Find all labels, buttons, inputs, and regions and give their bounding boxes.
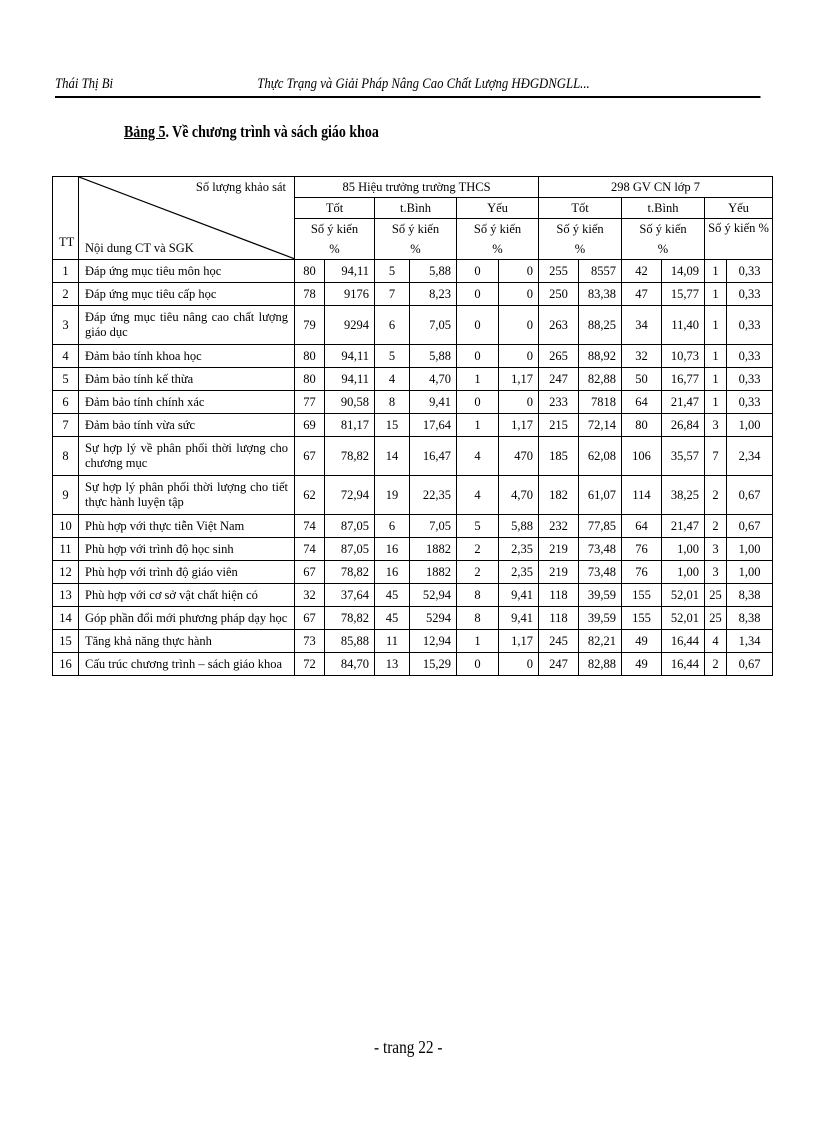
cell-count: 42 — [622, 260, 662, 283]
cell-count: 106 — [622, 437, 662, 476]
cell-percent: 77,85 — [579, 515, 622, 538]
cell-percent: 21,47 — [662, 391, 705, 414]
row-number: 16 — [53, 653, 79, 676]
cell-count: 114 — [622, 476, 662, 515]
sub-header-percent: % — [375, 239, 457, 260]
level-weak-teachers: Yếu — [705, 198, 773, 219]
cell-count: 72 — [295, 653, 325, 676]
cell-percent: 1882 — [410, 538, 457, 561]
cell-count: 50 — [622, 368, 662, 391]
cell-count: 80 — [295, 368, 325, 391]
cell-percent: 72,94 — [325, 476, 375, 515]
cell-count: 1 — [457, 414, 499, 437]
cell-percent: 1,00 — [727, 538, 773, 561]
cell-percent: 52,01 — [662, 584, 705, 607]
level-good-teachers: Tốt — [539, 198, 622, 219]
cell-percent: 0 — [499, 283, 539, 306]
cell-count: 4 — [705, 630, 727, 653]
cell-count: 80 — [622, 414, 662, 437]
cell-percent: 0,33 — [727, 368, 773, 391]
content-label: Nội dung CT và SGK — [85, 241, 194, 255]
cell-percent: 9294 — [325, 306, 375, 345]
cell-percent: 8,23 — [410, 283, 457, 306]
table-row — [53, 414, 773, 437]
sub-header-opinions-percent: Số ý kiến % — [705, 219, 773, 260]
cell-count: 6 — [375, 515, 410, 538]
cell-count: 4 — [375, 368, 410, 391]
row-content: Sự hợp lý phân phối thời lượng cho tiết thực hành luyện tập — [79, 476, 295, 515]
row-content: Tăng khả năng thực hành — [79, 630, 295, 653]
cell-percent: 5294 — [410, 607, 457, 630]
row-content: Đảm bảo tính chính xác — [79, 391, 295, 414]
cell-percent: 72,14 — [579, 414, 622, 437]
cell-count: 62 — [295, 476, 325, 515]
level-average-teachers: t.Bình — [622, 198, 705, 219]
cell-percent: 0 — [499, 260, 539, 283]
row-number: 12 — [53, 561, 79, 584]
cell-percent: 4,70 — [499, 476, 539, 515]
cell-count: 118 — [539, 607, 579, 630]
cell-percent: 1,17 — [499, 630, 539, 653]
cell-count: 5 — [375, 345, 410, 368]
cell-count: 34 — [622, 306, 662, 345]
cell-count: 8 — [375, 391, 410, 414]
row-number: 8 — [53, 437, 79, 476]
cell-percent: 0,67 — [727, 476, 773, 515]
cell-count: 67 — [295, 437, 325, 476]
table-row — [53, 437, 773, 476]
row-content: Đáp ứng mục tiêu cấp học — [79, 283, 295, 306]
row-content: Góp phần đổi mới phương pháp dạy học — [79, 607, 295, 630]
cell-percent: 15,77 — [662, 283, 705, 306]
row-number: 4 — [53, 345, 79, 368]
cell-count: 265 — [539, 345, 579, 368]
cell-percent: 16,44 — [662, 653, 705, 676]
cell-count: 69 — [295, 414, 325, 437]
cell-count: 247 — [539, 368, 579, 391]
cell-percent: 37,64 — [325, 584, 375, 607]
cell-count: 64 — [622, 391, 662, 414]
cell-count: 3 — [705, 561, 727, 584]
cell-percent: 0 — [499, 653, 539, 676]
level-average-principals: t.Bình — [375, 198, 457, 219]
cell-count: 45 — [375, 607, 410, 630]
cell-percent: 11,40 — [662, 306, 705, 345]
cell-count: 233 — [539, 391, 579, 414]
cell-count: 155 — [622, 584, 662, 607]
cell-count: 0 — [457, 283, 499, 306]
sub-header-opinions: Số ý kiến — [622, 219, 705, 240]
cell-percent: 14,09 — [662, 260, 705, 283]
cell-percent: 16,47 — [410, 437, 457, 476]
cell-count: 64 — [622, 515, 662, 538]
cell-percent: 1,17 — [499, 414, 539, 437]
cell-percent: 0 — [499, 306, 539, 345]
row-content: Phù hợp với trình độ học sinh — [79, 538, 295, 561]
cell-percent: 5,88 — [499, 515, 539, 538]
cell-count: 1 — [705, 368, 727, 391]
cell-percent: 0,33 — [727, 260, 773, 283]
row-content: Đáp ứng mục tiêu môn học — [79, 260, 295, 283]
table-row — [53, 306, 773, 345]
cell-percent: 39,59 — [579, 584, 622, 607]
cell-percent: 82,21 — [579, 630, 622, 653]
table-row — [53, 345, 773, 368]
cell-count: 3 — [705, 538, 727, 561]
cell-count: 7 — [705, 437, 727, 476]
cell-count: 74 — [295, 515, 325, 538]
cell-count: 80 — [295, 260, 325, 283]
cell-percent: 1,00 — [727, 561, 773, 584]
cell-percent: 9,41 — [499, 584, 539, 607]
cell-count: 78 — [295, 283, 325, 306]
table-title — [124, 122, 379, 142]
cell-count: 25 — [705, 584, 727, 607]
cell-count: 245 — [539, 630, 579, 653]
cell-percent: 87,05 — [325, 515, 375, 538]
cell-count: 250 — [539, 283, 579, 306]
cell-count: 1 — [705, 283, 727, 306]
cell-percent: 21,47 — [662, 515, 705, 538]
cell-percent: 82,88 — [579, 653, 622, 676]
table-row — [53, 538, 773, 561]
cell-count: 0 — [457, 391, 499, 414]
cell-count: 5 — [457, 515, 499, 538]
cell-percent: 12,94 — [410, 630, 457, 653]
cell-percent: 10,73 — [662, 345, 705, 368]
cell-count: 1 — [705, 260, 727, 283]
tt-header — [53, 177, 79, 260]
row-content: Cấu trúc chương trình – sách giáo khoa — [79, 653, 295, 676]
table-row — [53, 260, 773, 283]
row-number: 3 — [53, 306, 79, 345]
cell-percent: 88,25 — [579, 306, 622, 345]
cell-count: 219 — [539, 561, 579, 584]
cell-count: 8 — [457, 607, 499, 630]
cell-percent: 8557 — [579, 260, 622, 283]
cell-count: 11 — [375, 630, 410, 653]
cell-count: 182 — [539, 476, 579, 515]
row-content: Phù hợp với thực tiễn Việt Nam — [79, 515, 295, 538]
cell-percent: 94,11 — [325, 260, 375, 283]
survey-table — [52, 176, 773, 676]
cell-count: 73 — [295, 630, 325, 653]
sub-header-percent: % — [622, 239, 705, 260]
level-good-principals: Tốt — [295, 198, 375, 219]
cell-count: 67 — [295, 561, 325, 584]
cell-count: 80 — [295, 345, 325, 368]
cell-percent: 78,82 — [325, 607, 375, 630]
cell-count: 76 — [622, 561, 662, 584]
row-content: Đảm bảo tính khoa học — [79, 345, 295, 368]
cell-count: 74 — [295, 538, 325, 561]
cell-count: 13 — [375, 653, 410, 676]
cell-count: 0 — [457, 306, 499, 345]
row-content: Đáp ứng mục tiêu nâng cao chất lượng giáo dục — [79, 306, 295, 345]
cell-count: 4 — [457, 437, 499, 476]
sub-header-percent: % — [457, 239, 539, 260]
cell-count: 77 — [295, 391, 325, 414]
cell-percent: 15,29 — [410, 653, 457, 676]
table-number: Bảng 5 — [124, 122, 166, 141]
cell-count: 155 — [622, 607, 662, 630]
cell-percent: 0 — [499, 391, 539, 414]
cell-count: 2 — [705, 476, 727, 515]
cell-count: 219 — [539, 538, 579, 561]
cell-count: 16 — [375, 561, 410, 584]
diagonal-header-cell — [79, 177, 295, 260]
row-number: 2 — [53, 283, 79, 306]
cell-percent: 1,00 — [662, 538, 705, 561]
cell-percent: 2,34 — [727, 437, 773, 476]
cell-percent: 1,00 — [662, 561, 705, 584]
sub-header-percent: % — [539, 239, 622, 260]
cell-count: 25 — [705, 607, 727, 630]
cell-percent: 38,25 — [662, 476, 705, 515]
cell-percent: 1,17 — [499, 368, 539, 391]
cell-percent: 9176 — [325, 283, 375, 306]
page-footer — [0, 1037, 816, 1058]
cell-count: 8 — [457, 584, 499, 607]
table-row — [53, 476, 773, 515]
cell-percent: 0,33 — [727, 391, 773, 414]
cell-percent: 17,64 — [410, 414, 457, 437]
row-content: Sự hợp lý về phân phối thời lượng cho chương mục — [79, 437, 295, 476]
row-number: 1 — [53, 260, 79, 283]
cell-count: 118 — [539, 584, 579, 607]
cell-count: 1 — [705, 306, 727, 345]
cell-percent: 1882 — [410, 561, 457, 584]
cell-percent: 78,82 — [325, 561, 375, 584]
table-row — [53, 283, 773, 306]
table-row — [53, 391, 773, 414]
cell-percent: 87,05 — [325, 538, 375, 561]
cell-percent: 0,33 — [727, 283, 773, 306]
cell-percent: 88,92 — [579, 345, 622, 368]
cell-count: 2 — [457, 538, 499, 561]
cell-percent: 84,70 — [325, 653, 375, 676]
row-number: 13 — [53, 584, 79, 607]
row-content: Phù hợp với trình độ giáo viên — [79, 561, 295, 584]
row-content: Phù hợp với cơ sở vật chất hiện có — [79, 584, 295, 607]
cell-percent: 0,33 — [727, 306, 773, 345]
table-row — [53, 607, 773, 630]
table-row — [53, 368, 773, 391]
table-row — [53, 584, 773, 607]
sub-header-opinions: Số ý kiến — [375, 219, 457, 240]
cell-percent: 61,07 — [579, 476, 622, 515]
cell-count: 0 — [457, 345, 499, 368]
table-title-text: . Về chương trình và sách giáo khoa — [165, 122, 379, 141]
cell-percent: 470 — [499, 437, 539, 476]
cell-count: 14 — [375, 437, 410, 476]
cell-percent: 2,35 — [499, 538, 539, 561]
cell-percent: 82,88 — [579, 368, 622, 391]
sub-header-percent: % — [295, 239, 375, 260]
cell-percent: 1,00 — [727, 414, 773, 437]
cell-count: 263 — [539, 306, 579, 345]
page-number: - trang 22 - — [373, 1037, 443, 1057]
cell-percent: 26,84 — [662, 414, 705, 437]
row-number: 9 — [53, 476, 79, 515]
cell-percent: 7,05 — [410, 515, 457, 538]
row-number: 5 — [53, 368, 79, 391]
cell-count: 47 — [622, 283, 662, 306]
cell-count: 15 — [375, 414, 410, 437]
cell-percent: 83,38 — [579, 283, 622, 306]
group-teachers-header: 298 GV CN lớp 7 — [539, 177, 773, 198]
row-number: 14 — [53, 607, 79, 630]
cell-count: 49 — [622, 653, 662, 676]
cell-count: 255 — [539, 260, 579, 283]
cell-percent: 0,33 — [727, 345, 773, 368]
cell-percent: 0,67 — [727, 515, 773, 538]
table-row — [53, 561, 773, 584]
cell-percent: 52,94 — [410, 584, 457, 607]
cell-percent: 4,70 — [410, 368, 457, 391]
header-row-groups — [53, 177, 773, 198]
cell-count: 3 — [705, 414, 727, 437]
cell-percent: 7818 — [579, 391, 622, 414]
cell-count: 1 — [705, 391, 727, 414]
cell-count: 7 — [375, 283, 410, 306]
cell-percent: 39,59 — [579, 607, 622, 630]
cell-percent: 78,82 — [325, 437, 375, 476]
row-number: 10 — [53, 515, 79, 538]
cell-percent: 62,08 — [579, 437, 622, 476]
cell-count: 5 — [375, 260, 410, 283]
cell-percent: 90,58 — [325, 391, 375, 414]
table-row — [53, 630, 773, 653]
cell-percent: 81,17 — [325, 414, 375, 437]
cell-count: 0 — [457, 260, 499, 283]
header-document-title: Thực Trạng và Giải Pháp Nâng Cao Chất Lượng HĐGDNGLL... — [257, 76, 590, 92]
row-content: Đảm bảo tính kế thừa — [79, 368, 295, 391]
sub-header-opinions: Số ý kiến — [457, 219, 539, 240]
cell-count: 4 — [457, 476, 499, 515]
cell-percent: 7,05 — [410, 306, 457, 345]
header-author: Thái Thị Bi — [55, 76, 114, 92]
cell-count: 6 — [375, 306, 410, 345]
cell-percent: 9,41 — [499, 607, 539, 630]
row-number: 6 — [53, 391, 79, 414]
cell-percent: 73,48 — [579, 538, 622, 561]
cell-count: 67 — [295, 607, 325, 630]
table-row — [53, 653, 773, 676]
sub-header-opinions: Số ý kiến — [539, 219, 622, 240]
cell-count: 49 — [622, 630, 662, 653]
group-principals-header: 85 Hiệu trưởng trường THCS — [295, 177, 539, 198]
cell-percent: 94,11 — [325, 345, 375, 368]
cell-count: 247 — [539, 653, 579, 676]
cell-count: 232 — [539, 515, 579, 538]
page-header — [55, 74, 761, 98]
cell-count: 2 — [457, 561, 499, 584]
cell-percent: 73,48 — [579, 561, 622, 584]
cell-percent: 85,88 — [325, 630, 375, 653]
table-row — [53, 515, 773, 538]
cell-count: 19 — [375, 476, 410, 515]
cell-percent: 5,88 — [410, 260, 457, 283]
cell-count: 1 — [457, 630, 499, 653]
cell-count: 32 — [622, 345, 662, 368]
row-content: Đảm bảo tính vừa sức — [79, 414, 295, 437]
cell-count: 1 — [457, 368, 499, 391]
cell-percent: 8,38 — [727, 584, 773, 607]
cell-percent: 5,88 — [410, 345, 457, 368]
cell-count: 215 — [539, 414, 579, 437]
cell-count: 1 — [705, 345, 727, 368]
cell-percent: 94,11 — [325, 368, 375, 391]
cell-count: 79 — [295, 306, 325, 345]
tt-label: TT — [59, 235, 75, 249]
cell-count: 32 — [295, 584, 325, 607]
cell-percent: 16,77 — [662, 368, 705, 391]
survey-table-container — [52, 176, 772, 676]
cell-percent: 0 — [499, 345, 539, 368]
row-number: 7 — [53, 414, 79, 437]
sub-header-opinions: Số ý kiến — [295, 219, 375, 240]
cell-count: 2 — [705, 653, 727, 676]
cell-percent: 0,67 — [727, 653, 773, 676]
level-weak-principals: Yếu — [457, 198, 539, 219]
cell-percent: 1,34 — [727, 630, 773, 653]
cell-percent: 52,01 — [662, 607, 705, 630]
cell-count: 76 — [622, 538, 662, 561]
survey-quantity-label: Số lượng khảo sát — [195, 180, 286, 194]
cell-count: 0 — [457, 653, 499, 676]
cell-percent: 9,41 — [410, 391, 457, 414]
cell-count: 2 — [705, 515, 727, 538]
row-number: 15 — [53, 630, 79, 653]
cell-percent: 2,35 — [499, 561, 539, 584]
cell-percent: 22,35 — [410, 476, 457, 515]
cell-count: 185 — [539, 437, 579, 476]
cell-percent: 35,57 — [662, 437, 705, 476]
row-number: 11 — [53, 538, 79, 561]
cell-percent: 8,38 — [727, 607, 773, 630]
cell-percent: 16,44 — [662, 630, 705, 653]
cell-count: 16 — [375, 538, 410, 561]
cell-count: 45 — [375, 584, 410, 607]
